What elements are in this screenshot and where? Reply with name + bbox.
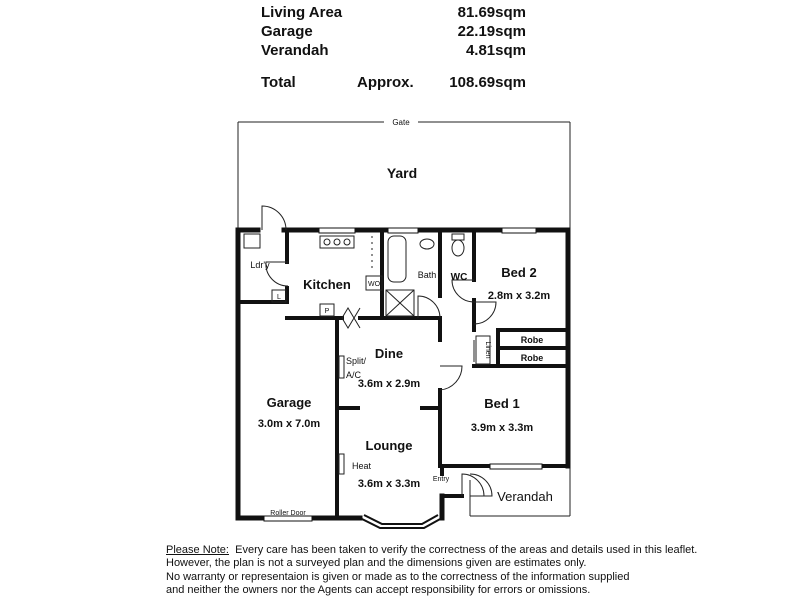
laundry-l-label: L — [277, 294, 281, 301]
dine-name: Dine — [374, 346, 404, 361]
disclaimer-line: However, the plan is not a surveyed plan and the dimensions given are estimates only. — [166, 557, 587, 570]
lounge-name: Lounge — [365, 438, 413, 453]
verandah-label: Verandah — [497, 489, 553, 504]
lounge-size: 3.6m x 3.3m — [357, 478, 421, 490]
gate-label: Gate — [392, 118, 410, 127]
robe1-label: Robe — [520, 335, 544, 345]
entry-label: Entry — [432, 476, 450, 483]
kitchen-wo-label: WO — [367, 281, 381, 288]
area-value: 108.69sqm — [449, 74, 526, 91]
wc-label: WC — [450, 272, 468, 283]
bath-label: Bath — [417, 270, 437, 280]
area-label: Total — [261, 74, 296, 91]
area-label: Verandah — [261, 42, 329, 59]
disclaimer-line: No warranty or representaion is given or made as to the correctness of the information supplied — [166, 570, 630, 583]
linen-label: Linen — [484, 341, 491, 359]
disclaimer-text: Every care has been taken to verify the correctness of the areas and details used in this leaflet. — [235, 544, 698, 556]
disclaimer-line: and neither the owners nor the Agents can accept responsibility for errors or omissions. — [166, 584, 591, 597]
area-value: 81.69sqm — [457, 4, 526, 21]
garage-size: 3.0m x 7.0m — [257, 418, 321, 430]
area-label: Garage — [261, 23, 313, 40]
roller-door-label: Roller Door — [270, 510, 306, 517]
yard-label: Yard — [386, 165, 418, 181]
kitchen-label: Kitchen — [303, 277, 351, 292]
kitchen-p-label: P — [324, 308, 330, 315]
heat-label: Heat — [352, 461, 372, 471]
bed2-name: Bed 2 — [501, 265, 537, 280]
laundry-label: Ldr'y — [250, 260, 270, 270]
split-ac-label-2: A/C — [346, 370, 362, 380]
dine-size: 3.6m x 2.9m — [357, 378, 421, 390]
bed1-size: 3.9m x 3.3m — [470, 422, 534, 434]
disclaimer-line — [166, 544, 766, 557]
area-label: Living Area — [261, 4, 343, 21]
disclaimer — [166, 544, 766, 598]
area-value: 22.19sqm — [457, 23, 526, 40]
area-value: 4.81sqm — [465, 42, 526, 59]
area-approx: Approx. — [357, 74, 414, 91]
bay-window — [360, 515, 442, 528]
split-ac-label-1: Split/ — [346, 356, 367, 366]
robe2-label: Robe — [520, 353, 544, 363]
garage-name: Garage — [266, 395, 312, 410]
disclaimer-heading: Please Note: — [166, 544, 229, 556]
bed1-name: Bed 1 — [484, 396, 520, 411]
bed2-size: 2.8m x 3.2m — [487, 290, 551, 302]
